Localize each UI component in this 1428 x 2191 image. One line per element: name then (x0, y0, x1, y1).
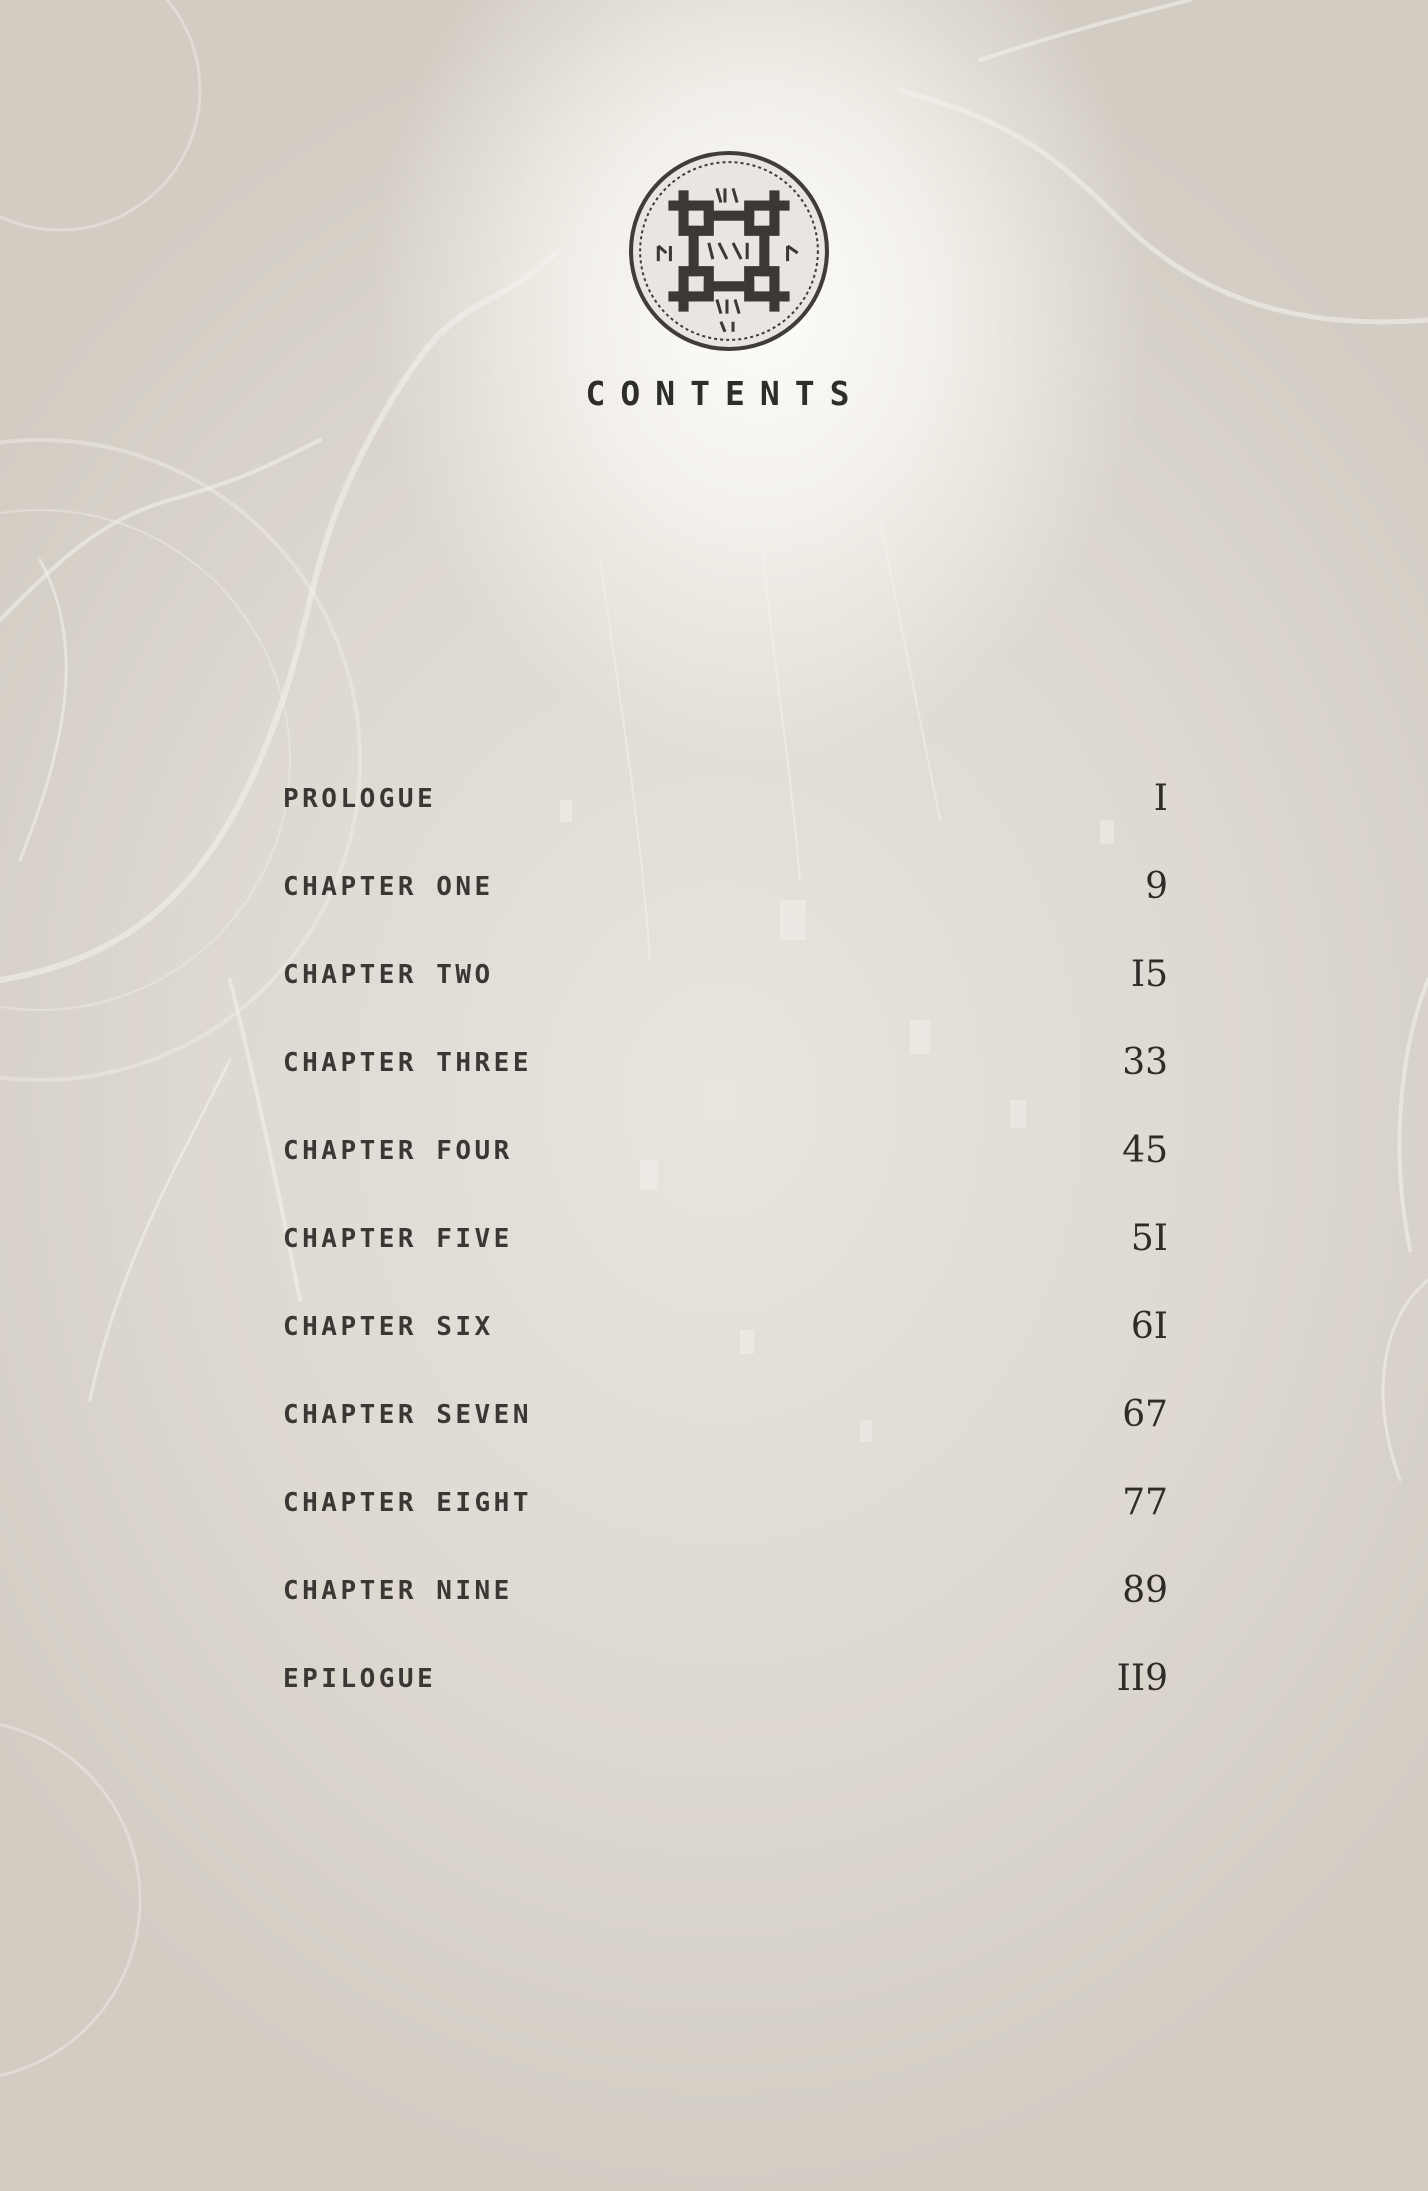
toc-entry-label: CHAPTER TWO (283, 960, 494, 990)
table-of-contents (283, 772, 1168, 1740)
toc-entry-label: CHAPTER THREE (283, 1048, 532, 1078)
toc-entry-label: CHAPTER SIX (283, 1312, 494, 1342)
toc-entry-label: PROLOGUE (283, 784, 437, 814)
toc-entry-chapter-one[interactable] (283, 860, 1168, 948)
toc-entry-label: CHAPTER EIGHT (283, 1488, 532, 1518)
toc-entry-label: CHAPTER SEVEN (283, 1400, 532, 1430)
toc-entry-prologue[interactable] (283, 772, 1168, 860)
toc-entry-chapter-seven[interactable] (283, 1388, 1168, 1476)
toc-entry-page-number: I5 (1130, 954, 1168, 995)
toc-entry-label: CHAPTER FIVE (283, 1224, 513, 1254)
toc-entry-page-number: 9 (1145, 866, 1168, 907)
runic-knot-seal-icon (628, 150, 830, 352)
toc-entry-page-number: II9 (1116, 1658, 1168, 1699)
toc-entry-chapter-four[interactable] (283, 1124, 1168, 1212)
toc-entry-page-number: 45 (1122, 1130, 1168, 1171)
toc-entry-label: CHAPTER FOUR (283, 1136, 513, 1166)
toc-entry-chapter-two[interactable] (283, 948, 1168, 1036)
toc-entry-page-number: 89 (1122, 1570, 1168, 1611)
toc-entry-page-number: 6I (1130, 1306, 1168, 1347)
toc-entry-chapter-three[interactable] (283, 1036, 1168, 1124)
toc-entry-label: CHAPTER NINE (283, 1576, 513, 1606)
toc-entry-chapter-nine[interactable] (283, 1564, 1168, 1652)
toc-entry-label: CHAPTER ONE (283, 872, 494, 902)
toc-entry-chapter-five[interactable] (283, 1212, 1168, 1300)
toc-entry-chapter-eight[interactable] (283, 1476, 1168, 1564)
toc-entry-chapter-six[interactable] (283, 1300, 1168, 1388)
toc-entry-page-number: 67 (1122, 1394, 1168, 1435)
toc-entry-page-number: 33 (1122, 1042, 1168, 1083)
toc-entry-page-number: 77 (1122, 1482, 1168, 1523)
toc-entry-epilogue[interactable] (283, 1652, 1168, 1740)
page-title: CONTENTS (585, 374, 865, 413)
toc-entry-page-number: 5I (1130, 1218, 1168, 1259)
toc-entry-label: EPILOGUE (283, 1664, 437, 1694)
toc-entry-page-number: I (1153, 778, 1168, 819)
